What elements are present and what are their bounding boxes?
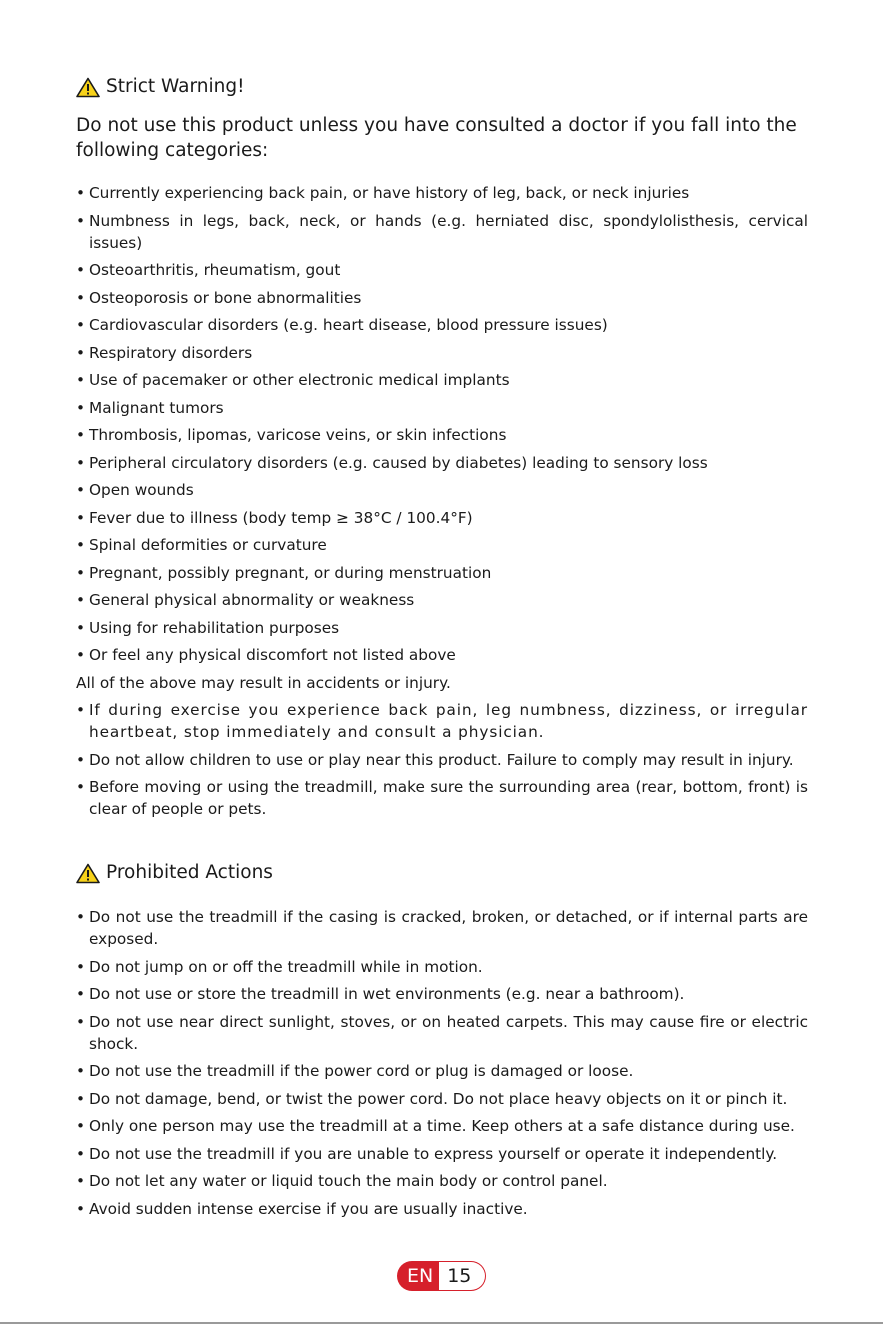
strict-warning-heading [76,76,245,98]
list-item: • Open wounds [76,479,808,501]
prohibited-actions-heading [76,862,273,884]
list-item: • Or feel any physical discomfort not listed above [76,644,808,666]
list-item: • Do not damage, bend, or twist the power cord. Do not place heavy objects on it or pinch it. [76,1088,808,1110]
list-item: • Malignant tumors [76,397,808,419]
strict-warning-title: Strict Warning! [106,76,245,97]
warning-list [76,182,808,826]
list-item: • Do not use or store the treadmill in wet environments (e.g. near a bathroom). [76,983,808,1005]
page-number: 15 [439,1261,486,1291]
list-item: • Numbness in legs, back, neck, or hands (e.g. herniated disc, spondylolisthesis, cervical issues) [76,210,808,254]
warning-intro: Do not use this product unless you have consulted a doctor if you fall into the following categories: [76,115,797,161]
warning-triangle-icon [76,863,100,884]
list-item: • Before moving or using the treadmill, make sure the surrounding area (rear, bottom, front) is clear of people or pets. [76,776,808,820]
list-item: • Pregnant, possibly pregnant, or during menstruation [76,562,808,584]
list-item: • General physical abnormality or weakness [76,589,808,611]
list-item: • Thrombosis, lipomas, varicose veins, or skin infections [76,424,808,446]
list-item: • Respiratory disorders [76,342,808,364]
language-badge: EN [397,1261,439,1291]
warning-triangle-icon [76,77,100,98]
list-item: • If during exercise you experience back pain, leg numbness, dizziness, or irregular heartbeat, stop immediately and consult a physician. [76,699,808,743]
list-item: • Osteoarthritis, rheumatism, gout [76,259,808,281]
prohibited-list [76,906,808,1225]
list-item: • Use of pacemaker or other electronic medical implants [76,369,808,391]
list-item: • Do not use the treadmill if the power cord or plug is damaged or loose. [76,1060,808,1082]
list-item: • Cardiovascular disorders (e.g. heart disease, blood pressure issues) [76,314,808,336]
list-item: • Do not use the treadmill if the casing is cracked, broken, or detached, or if internal parts are exposed. [76,906,808,950]
list-item: • Do not use near direct sunlight, stoves, or on heated carpets. This may cause fire or electric shock. [76,1011,808,1055]
list-item: • Currently experiencing back pain, or have history of leg, back, or neck injuries [76,182,808,204]
list-item: • Fever due to illness (body temp ≥ 38°C / 100.4°F) [76,507,808,529]
list-item: • Only one person may use the treadmill at a time. Keep others at a safe distance during use. [76,1115,808,1137]
prohibited-actions-title: Prohibited Actions [106,862,273,883]
list-item: • Do not jump on or off the treadmill while in motion. [76,956,808,978]
list-item: • Peripheral circulatory disorders (e.g. caused by diabetes) leading to sensory loss [76,452,808,474]
warning-summary: All of the above may result in accidents or injury. [76,673,451,692]
list-item: • Do not use the treadmill if you are unable to express yourself or operate it independently. [76,1143,808,1165]
page-footer-badge [397,1261,486,1291]
list-item: • Using for rehabilitation purposes [76,617,808,639]
list-item: • Avoid sudden intense exercise if you are usually inactive. [76,1198,808,1220]
list-item: • Do not allow children to use or play near this product. Failure to comply may result in injury. [76,749,808,771]
list-item: • Osteoporosis or bone abnormalities [76,287,808,309]
list-item: • Spinal deformities or curvature [76,534,808,556]
list-item: • Do not let any water or liquid touch the main body or control panel. [76,1170,808,1192]
